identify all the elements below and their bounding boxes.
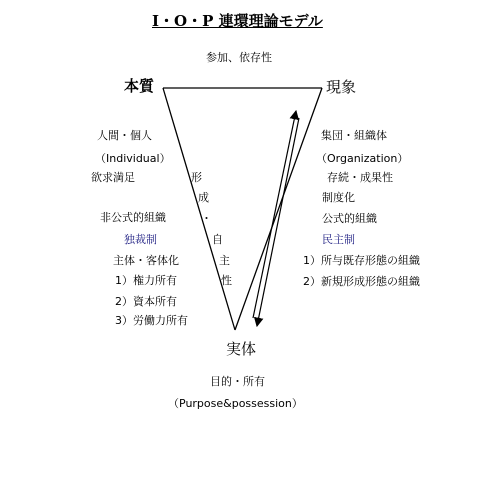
- arrow-down-to-purpose: [257, 118, 299, 326]
- top-caption: 参加、依存性: [206, 51, 272, 64]
- right-line-5: 1）所与既存形態の組織: [303, 254, 420, 267]
- left-edge: [163, 88, 235, 330]
- right-line-2: 制度化: [322, 191, 355, 204]
- left-line-3: 独裁制: [124, 233, 157, 246]
- right-edge: [235, 88, 322, 330]
- left-line-2: 非公式的組織: [100, 211, 166, 224]
- node-organization-label: 現象: [326, 78, 357, 96]
- left-line-1: 欲求満足: [91, 171, 135, 184]
- left-line-6: 2）資本所有: [115, 295, 177, 308]
- left-line-4: 主体・客体化: [113, 254, 179, 267]
- arrow-up-to-organization: [253, 111, 296, 318]
- diagram-title: I・O・P 連環理論モデル: [152, 12, 323, 30]
- node-purpose-label: 実体: [226, 340, 257, 358]
- vertical-label-4: 自: [212, 233, 223, 246]
- right-line-1: 存続・成果性: [327, 171, 393, 184]
- vertical-label-3: ・: [201, 212, 212, 225]
- vertical-label-2: 成: [198, 191, 209, 204]
- vertical-label-5: 主: [219, 254, 230, 267]
- bottom-caption-2: （Purpose&possession）: [168, 397, 303, 410]
- right-line-6: 2）新規形成形態の組織: [303, 275, 420, 288]
- left-line-5: 1）権力所有: [115, 274, 177, 287]
- left-header-2: （Individual）: [95, 152, 171, 165]
- right-header-1: 集団・組織体: [321, 129, 387, 142]
- node-individual-label: 本質: [124, 77, 155, 95]
- right-header-2: （Organization）: [316, 152, 409, 165]
- bottom-caption-1: 目的・所有: [210, 375, 265, 388]
- right-line-3: 公式的組織: [322, 212, 377, 225]
- left-line-7: 3）労働力所有: [115, 314, 188, 327]
- right-line-4: 民主制: [322, 233, 355, 246]
- vertical-label-1: 形: [191, 171, 202, 184]
- vertical-label-6: 性: [221, 274, 232, 287]
- left-header-1: 人間・個人: [97, 129, 152, 142]
